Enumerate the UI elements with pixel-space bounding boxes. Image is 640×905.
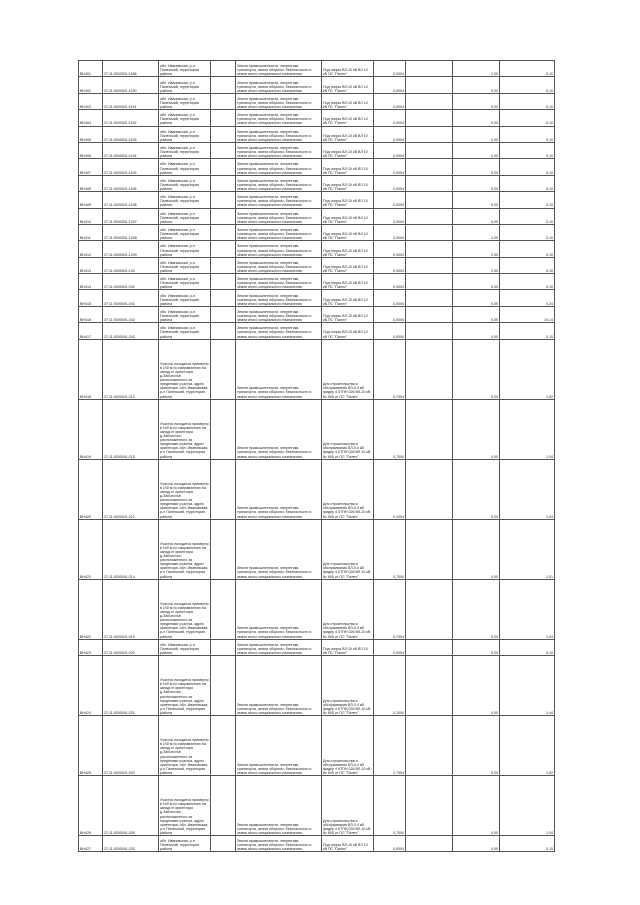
value-1: 0,00 <box>453 323 500 339</box>
cadastral-number: 37:11:0000001:241 <box>103 290 159 306</box>
spreadsheet-page <box>78 60 554 852</box>
table-row <box>79 459 555 519</box>
value-2: 0,10 <box>500 159 555 175</box>
area: 0,0004 <box>374 639 406 655</box>
value-1: 0,00 <box>453 290 500 306</box>
cadastral-number: 37:11:0000001:219 <box>103 579 159 639</box>
empty-cell <box>211 142 236 158</box>
value-2: 0,10 <box>500 110 555 126</box>
cadastral-number: 37:11:0000001:1190 <box>103 77 159 93</box>
table-row <box>79 274 555 290</box>
land-category: Земли промышленности, энергетики, транспорта, земли обороны, безопасности и земли иного специального назначения <box>236 290 322 306</box>
value-1: 0,00 <box>453 208 500 224</box>
table-row <box>79 208 555 224</box>
table-row <box>79 639 555 655</box>
purpose: Под опоры ВЛ-10 кВ ВЛ 10 кВ ПС "Палех" <box>322 274 374 290</box>
land-category: Земли промышленности, энергетики, транспорта, земли обороны, безопасности и земли иного специального назначения <box>236 257 322 273</box>
value-1: 0,00 <box>453 656 500 716</box>
empty-cell <box>211 257 236 273</box>
empty-cell <box>211 274 236 290</box>
area: 0,0004 <box>374 77 406 93</box>
empty-cell <box>211 77 236 93</box>
land-plots-table <box>78 60 555 852</box>
empty-cell <box>406 656 453 716</box>
table-row <box>79 159 555 175</box>
row-id: ВН425 <box>79 716 103 776</box>
cadastral-number: 37:11:0000001:1196 <box>103 175 159 191</box>
purpose: Для строительства и обслуживания ВЛ-0,4 кВ фидер 4 КТПН 026 ВЛ-10 кВ № 605 от ПС "Палех" <box>322 656 374 716</box>
value-2: 0,10 <box>500 639 555 655</box>
row-id: ВН422 <box>79 579 103 639</box>
land-category: Земли промышленности, энергетики, транспорта, земли обороны, безопасности и земли иного специального назначения <box>236 110 322 126</box>
value-2: 0,10 <box>500 175 555 191</box>
table-row <box>79 175 555 191</box>
location: обл. Ивановская, р-н Палехский, территория района <box>159 224 211 240</box>
location: обл. Ивановская, р-н Палехский, территория района <box>159 323 211 339</box>
location: обл. Ивановская, р-н Палехский, территория района <box>159 159 211 175</box>
purpose: Под опоры ВЛ-10 кВ ВЛ 10 кВ ПС "Палех" <box>322 208 374 224</box>
area: 0,0004 <box>374 290 406 306</box>
area: 0,0004 <box>374 126 406 142</box>
land-category: Земли промышленности, энергетики, транспорта, земли обороны, безопасности и земли иного специального назначения <box>236 192 322 208</box>
location: Участок находится примерно в 100 м по направлению на запад от ориентира д.Заболотье, расположенного за пределами участка, адрес ориентира: обл. Ивановская, р-н Палехский, территория района <box>159 399 211 459</box>
empty-cell <box>406 716 453 776</box>
land-category: Земли промышленности, энергетики, транспорта, земли обороны, безопасности и земли иного специального назначения <box>236 776 322 836</box>
land-category: Земли промышленности, энергетики, транспорта, земли обороны, безопасности и земли иного специального назначения <box>236 274 322 290</box>
row-id: ВН404 <box>79 110 103 126</box>
location: Участок находится примерно в 100 м по направлению на запад от ориентира д.Заболотье, расположенного за пределами участка, адрес ориентира: обл. Ивановская, р-н Палехский, территория района <box>159 579 211 639</box>
location: обл. Ивановская, р-н Палехский, территория района <box>159 93 211 109</box>
empty-cell <box>406 579 453 639</box>
cadastral-number: 37:11:0000001:1192 <box>103 110 159 126</box>
cadastral-number: 37:11:0000001:203 <box>103 716 159 776</box>
purpose: Под опоры ВЛ-10 кВ ВЛ 10 кВ ПС "Палех" <box>322 836 374 852</box>
empty-cell <box>211 519 236 579</box>
purpose: Под опоры ВЛ-10 кВ ВЛ 10 кВ ПС "Палех" <box>322 142 374 158</box>
value-2: 1,02 <box>500 716 555 776</box>
location: Участок находится примерно в 100 м по направлению на запад от ориентира д.Заболотье, расположенного за пределами участка, адрес ориентира: обл. Ивановская, р-н Палехский, территория района <box>159 519 211 579</box>
row-id: ВН407 <box>79 159 103 175</box>
empty-cell <box>406 639 453 655</box>
value-2: 1,04 <box>500 776 555 836</box>
purpose: Для строительства и обслуживания ВЛ-0,4 кВ фидер 4 КТПН 026 ВЛ-10 кВ № 605 от ПС "Палех" <box>322 399 374 459</box>
empty-cell <box>406 175 453 191</box>
purpose: Под опоры ВЛ-10 кВ ВЛ 10 кВ ПС "Палех" <box>322 290 374 306</box>
area: 0,7004 <box>374 579 406 639</box>
table-row <box>79 519 555 579</box>
area: 0,0004 <box>374 224 406 240</box>
location: обл. Ивановская, р-н Палехский, территория района <box>159 257 211 273</box>
empty-cell <box>406 323 453 339</box>
value-2: 0,24 <box>500 290 555 306</box>
area: 0,0004 <box>374 836 406 852</box>
purpose: Под опоры ВЛ-10 кВ ВЛ 10 кВ ПС "Палех" <box>322 126 374 142</box>
empty-cell <box>406 159 453 175</box>
value-1: 0,00 <box>453 836 500 852</box>
empty-cell <box>406 519 453 579</box>
value-1: 0,00 <box>453 459 500 519</box>
row-id: ВН402 <box>79 77 103 93</box>
location: обл. Ивановская, р-н Палехский, территория района <box>159 639 211 655</box>
value-2: 0,10 <box>500 257 555 273</box>
location: обл. Ивановская, р-н Палехский, территория района <box>159 61 211 77</box>
cadastral-number: 37:11:0000001:1195 <box>103 159 159 175</box>
value-1: 2,00 <box>453 241 500 257</box>
value-1: 2,00 <box>453 257 500 273</box>
value-2: 0,10 <box>500 208 555 224</box>
row-id: ВН424 <box>79 656 103 716</box>
location: обл. Ивановская, р-н Палехский, территория района <box>159 77 211 93</box>
empty-cell <box>211 175 236 191</box>
purpose: Под опоры ВЛ-10 кВ ВЛ 10 кВ ПС "Палех" <box>322 110 374 126</box>
location: обл. Ивановская, р-н Палехский, территория района <box>159 192 211 208</box>
value-1: 0,00 <box>453 306 500 322</box>
value-2: 1,02 <box>500 339 555 399</box>
row-id: ВН403 <box>79 93 103 109</box>
empty-cell <box>406 93 453 109</box>
area: 0,1004 <box>374 459 406 519</box>
purpose: Под опоры ВЛ-10 кВ ВЛ 10 кВ ПС "Палех" <box>322 306 374 322</box>
area: 0,0004 <box>374 93 406 109</box>
empty-cell <box>211 836 236 852</box>
empty-cell <box>406 241 453 257</box>
value-1: 2,00 <box>453 224 500 240</box>
cadastral-number: 37:11:0000001:214 <box>103 519 159 579</box>
value-1: 0,00 <box>453 274 500 290</box>
purpose: Под опоры ВЛ-10 кВ ВЛ 10 кВ ПС "Палех" <box>322 159 374 175</box>
cadastral-number: 37:11:0000001:212 <box>103 459 159 519</box>
cadastral-number: 37:11:0000001:209 <box>103 776 159 836</box>
empty-cell <box>406 257 453 273</box>
value-2: 1,04 <box>500 399 555 459</box>
value-2: 1,04 <box>500 459 555 519</box>
row-id: ВН411 <box>79 224 103 240</box>
empty-cell <box>211 110 236 126</box>
land-category: Земли промышленности, энергетики, транспорта, земли обороны, безопасности и земли иного специального назначения <box>236 142 322 158</box>
area: 0,0004 <box>374 175 406 191</box>
value-1: 0,00 <box>453 159 500 175</box>
empty-cell <box>406 142 453 158</box>
value-1: 0,00 <box>453 776 500 836</box>
land-category: Земли промышленности, энергетики, транспорта, земли обороны, безопасности и земли иного специального назначения <box>236 836 322 852</box>
empty-cell <box>211 290 236 306</box>
land-category: Земли промышленности, энергетики, транспорта, земли обороны, безопасности и земли иного специального назначения <box>236 306 322 322</box>
land-category: Земли промышленности, энергетики, транспорта, земли обороны, безопасности и земли иного специального назначения <box>236 656 322 716</box>
location: Участок находится примерно в 100 м по направлению на запад от ориентира д.Заболотье, расположенного за пределами участка, адрес ориентира: обл. Ивановская, р-н Палехский, территория района <box>159 716 211 776</box>
value-2: 0,10 <box>500 93 555 109</box>
purpose: Для строительства и обслуживания ВЛ-0,4 кВ фидер 4 КТПН 026 ВЛ-10 кВ № 605 от ПС "Палех" <box>322 459 374 519</box>
value-1: 2,00 <box>453 61 500 77</box>
cadastral-number: 37:11:0000001:1207 <box>103 208 159 224</box>
table-row <box>79 142 555 158</box>
cadastral-number: 37:11:0000001:1191 <box>103 93 159 109</box>
land-category: Земли промышленности, энергетики, транспорта, земли обороны, безопасности и земли иного специального назначения <box>236 61 322 77</box>
empty-cell <box>406 61 453 77</box>
area: 0,7004 <box>374 519 406 579</box>
cadastral-number: 37:11:0000001:221 <box>103 656 159 716</box>
land-category: Земли промышленности, энергетики, транспорта, земли обороны, безопасности и земли иного специального назначения <box>236 93 322 109</box>
row-id: ВН426 <box>79 776 103 836</box>
location: обл. Ивановская, р-н Палехский, территория района <box>159 208 211 224</box>
purpose: Под опоры ВЛ-10 кВ ВЛ 10 кВ ПС "Палех" <box>322 241 374 257</box>
land-category: Земли промышленности, энергетики, транспорта, земли обороны, безопасности и земли иного специального назначения <box>236 579 322 639</box>
empty-cell <box>211 339 236 399</box>
table-row <box>79 290 555 306</box>
cadastral-number: 37:11:0000001:215 <box>103 399 159 459</box>
area: 0,0004 <box>374 208 406 224</box>
table-row <box>79 257 555 273</box>
land-category: Земли промышленности, энергетики, транспорта, земли обороны, безопасности и земли иного специального назначения <box>236 323 322 339</box>
cadastral-number: 37:11:0000001:1194 <box>103 142 159 158</box>
table-row <box>79 77 555 93</box>
empty-cell <box>406 208 453 224</box>
row-id: ВН423 <box>79 639 103 655</box>
value-1: 0,00 <box>453 142 500 158</box>
row-id: ВН418 <box>79 339 103 399</box>
empty-cell <box>406 110 453 126</box>
value-1: 0,00 <box>453 110 500 126</box>
value-2: 0,10 <box>500 241 555 257</box>
value-2: 0,10 <box>500 224 555 240</box>
value-2: 0,10 <box>500 274 555 290</box>
location: обл. Ивановская, р-н Палехский, территория района <box>159 126 211 142</box>
cadastral-number: 37:11:0000001:130 <box>103 257 159 273</box>
location: обл. Ивановская, р-н Палехский, территория района <box>159 142 211 158</box>
value-2: 0,10 <box>500 192 555 208</box>
table-row <box>79 579 555 639</box>
empty-cell <box>211 126 236 142</box>
empty-cell <box>406 306 453 322</box>
empty-cell <box>406 77 453 93</box>
location: Участок находится примерно в 100 м по направлению на запад от ориентира д.Заболотье, расположенного за пределами участка, адрес ориентира: обл. Ивановская, р-н Палехский, территория района <box>159 776 211 836</box>
value-2: 0,10 <box>500 323 555 339</box>
empty-cell <box>211 159 236 175</box>
empty-cell <box>406 274 453 290</box>
empty-cell <box>211 61 236 77</box>
empty-cell <box>211 306 236 322</box>
cadastral-number: 37:11:0000001:242 <box>103 306 159 322</box>
location: обл. Ивановская, р-н Палехский, территория района <box>159 110 211 126</box>
empty-cell <box>211 656 236 716</box>
cadastral-number: 37:11:0000001:243 <box>103 323 159 339</box>
table-row <box>79 192 555 208</box>
area: 0,0004 <box>374 323 406 339</box>
purpose: Под опоры ВЛ-10 кВ ВЛ 10 кВ ПС "Палех" <box>322 224 374 240</box>
area: 0,0004 <box>374 274 406 290</box>
row-id: ВН410 <box>79 208 103 224</box>
row-id: ВН414 <box>79 274 103 290</box>
value-1: 0,00 <box>453 93 500 109</box>
value-1: 0,00 <box>453 519 500 579</box>
value-2: 0,10 <box>500 61 555 77</box>
purpose: Для строительства и обслуживания ВЛ-0,4 кВ фидер 4 КТПН 026 ВЛ-10 кВ № 605 от ПС "Палех" <box>322 339 374 399</box>
empty-cell <box>406 399 453 459</box>
land-category: Земли промышленности, энергетики, транспорта, земли обороны, безопасности и земли иного специального назначения <box>236 639 322 655</box>
land-category: Земли промышленности, энергетики, транспорта, земли обороны, безопасности и земли иного специального назначения <box>236 126 322 142</box>
empty-cell <box>211 716 236 776</box>
row-id: ВН415 <box>79 290 103 306</box>
empty-cell <box>406 339 453 399</box>
land-category: Земли промышленности, энергетики, транспорта, земли обороны, безопасности и земли иного специального назначения <box>236 77 322 93</box>
area: 2,7004 <box>374 716 406 776</box>
empty-cell <box>211 776 236 836</box>
value-1: 0,00 <box>453 175 500 191</box>
purpose: Под опоры ВЛ-10 кВ ВЛ 10 кВ ПС "Палех" <box>322 257 374 273</box>
land-category: Земли промышленности, энергетики, транспорта, земли обороны, безопасности и земли иного специального назначения <box>236 224 322 240</box>
empty-cell <box>211 224 236 240</box>
value-1: 0,00 <box>453 579 500 639</box>
table-row <box>79 323 555 339</box>
table-row <box>79 306 555 322</box>
empty-cell <box>406 192 453 208</box>
area: 0,7004 <box>374 339 406 399</box>
row-id: ВН419 <box>79 399 103 459</box>
purpose: Под опоры ВЛ-10 кВ ВЛ 10 кВ ПС "Палех" <box>322 639 374 655</box>
value-1: 0,00 <box>453 639 500 655</box>
empty-cell <box>211 192 236 208</box>
purpose: Для строительства и обслуживания ВЛ-0,4 кВ фидер 4 КТПН 026 ВЛ-10 кВ № 605 от ПС "Палех" <box>322 519 374 579</box>
table-row <box>79 716 555 776</box>
empty-cell <box>406 776 453 836</box>
table-row <box>79 224 555 240</box>
land-category: Земли промышленности, энергетики, транспорта, земли обороны, безопасности и земли иного специального назначения <box>236 175 322 191</box>
value-2: 1,01 <box>500 519 555 579</box>
cadastral-number: 37:11:0000001:1193 <box>103 126 159 142</box>
area: 0,0004 <box>374 241 406 257</box>
table-row <box>79 836 555 852</box>
empty-cell <box>211 93 236 109</box>
value-1: 0,00 <box>453 399 500 459</box>
row-id: ВН401 <box>79 61 103 77</box>
cadastral-number: 37:11:0000001:1209 <box>103 241 159 257</box>
value-2: 0,10 <box>500 142 555 158</box>
location: обл. Ивановская, р-н Палехский, территория района <box>159 241 211 257</box>
area: 0,7004 <box>374 399 406 459</box>
land-category: Земли промышленности, энергетики, транспорта, земли обороны, безопасности и земли иного специального назначения <box>236 519 322 579</box>
row-id: ВН413 <box>79 257 103 273</box>
value-1: 0,00 <box>453 192 500 208</box>
table-row <box>79 61 555 77</box>
row-id: ВН421 <box>79 519 103 579</box>
cadastral-number: 37:11:0000001:220 <box>103 639 159 655</box>
cadastral-number: 37:11:0000001:240 <box>103 274 159 290</box>
table-row <box>79 399 555 459</box>
row-id: ВН417 <box>79 323 103 339</box>
value-2: 1,04 <box>500 579 555 639</box>
purpose: Для строительства и обслуживания ВЛ-0,4 кВ фидер 4 КТПН 026 ВЛ-10 кВ № 605 от ПС "Палех" <box>322 716 374 776</box>
area: 0,0004 <box>374 159 406 175</box>
purpose: Под опоры ВЛ-10 кВ ВЛ 10 кВ ПС "Палех" <box>322 93 374 109</box>
cadastral-number: 37:11:0000001:213 <box>103 339 159 399</box>
empty-cell <box>211 399 236 459</box>
area: 0,0004 <box>374 110 406 126</box>
empty-cell <box>406 126 453 142</box>
row-id: ВН427 <box>79 836 103 852</box>
empty-cell <box>211 459 236 519</box>
cadastral-number: 37:11:0000001:1198 <box>103 192 159 208</box>
purpose: Для строительства и обслуживания ВЛ-0,4 кВ фидер 4 КТПН 026 ВЛ-10 кВ № 605 от ПС "Палех" <box>322 579 374 639</box>
empty-cell <box>211 241 236 257</box>
table-row <box>79 656 555 716</box>
purpose: Под опоры ВЛ-10 кВ ВЛ 10 кВ ПС "Палех" <box>322 77 374 93</box>
area: 0,7004 <box>374 776 406 836</box>
row-id: ВН409 <box>79 192 103 208</box>
row-id: ВН416 <box>79 306 103 322</box>
purpose: Под опоры ВЛ-10 кВ ВЛ 10 кВ ПС "Палех" <box>322 61 374 77</box>
value-1: 0,00 <box>453 77 500 93</box>
row-id: ВН420 <box>79 459 103 519</box>
land-category: Земли промышленности, энергетики, транспорта, земли обороны, безопасности и земли иного специального назначения <box>236 716 322 776</box>
area: 0,0004 <box>374 257 406 273</box>
table-row <box>79 93 555 109</box>
value-1: 0,00 <box>453 716 500 776</box>
value-2: 0,10 <box>500 77 555 93</box>
empty-cell <box>406 459 453 519</box>
purpose: Под опоры ВЛ-10 кВ ВЛ 10 кВ ПС "Палех" <box>322 323 374 339</box>
land-category: Земли промышленности, энергетики, транспорта, земли обороны, безопасности и земли иного специального назначения <box>236 399 322 459</box>
location: Участок находится примерно в 100 м по направлению на запад от ориентира д.Заболотье, расположенного за пределами участка, адрес ориентира: обл. Ивановская, р-н Палехский, территория района <box>159 656 211 716</box>
purpose: Под опоры ВЛ-10 кВ ВЛ 10 кВ ПС "Палех" <box>322 175 374 191</box>
value-1: 0,00 <box>453 126 500 142</box>
cadastral-number: 37:11:0000001:230 <box>103 836 159 852</box>
empty-cell <box>211 579 236 639</box>
empty-cell <box>406 836 453 852</box>
row-id: ВН405 <box>79 126 103 142</box>
area: 0,0004 <box>374 306 406 322</box>
location: Участок находится примерно в 100 м по направлению на запад от ориентира д.Заболотье, расположенного за пределами участка, адрес ориентира: обл. Ивановская, р-н Палехский, территория района <box>159 339 211 399</box>
value-2: 0,10 <box>500 836 555 852</box>
land-category: Земли промышленности, энергетики, транспорта, земли обороны, безопасности и земли иного специального назначения <box>236 241 322 257</box>
land-category: Земли промышленности, энергетики, транспорта, земли обороны, безопасности и земли иного специального назначения <box>236 208 322 224</box>
cadastral-number: 27:11:0000001:1188 <box>103 61 159 77</box>
location: обл. Ивановская, р-н Палехский, территория района <box>159 274 211 290</box>
row-id: ВН408 <box>79 175 103 191</box>
row-id: ВН406 <box>79 142 103 158</box>
empty-cell <box>406 290 453 306</box>
value-1: 0,00 <box>453 339 500 399</box>
area: 0,0004 <box>374 142 406 158</box>
land-category: Земли промышленности, энергетики, транспорта, земли обороны, безопасности и земли иного специального назначения <box>236 459 322 519</box>
value-2: 10,14 <box>500 306 555 322</box>
location: Участок находится примерно в 100 м по направлению на запад от ориентира д.Заболотье, расположенного за пределами участка, адрес ориентира: обл. Ивановская, р-н Палехский, территория района <box>159 459 211 519</box>
location: обл. Ивановская, р-н Палехский, территория района <box>159 290 211 306</box>
value-2: 1,44 <box>500 656 555 716</box>
value-2: 0,10 <box>500 126 555 142</box>
area: 0,0004 <box>374 61 406 77</box>
empty-cell <box>211 639 236 655</box>
purpose: Для строительства и обслуживания ВЛ-0,4 кВ фидер 4 КТПН 026 ВЛ-10 кВ № 605 от ПС "Палех" <box>322 776 374 836</box>
land-category: Земли промышленности, энергетики, транспорта, земли обороны, безопасности и земли иного специального назначения <box>236 339 322 399</box>
empty-cell <box>406 224 453 240</box>
cadastral-number: 37:11:0000001:1208 <box>103 224 159 240</box>
land-category: Земли промышленности, энергетики, транспорта, земли обороны, безопасности и земли иного специального назначения <box>236 159 322 175</box>
row-id: ВН412 <box>79 241 103 257</box>
location: обл. Ивановская, р-н Палехский, территория района <box>159 175 211 191</box>
purpose: Под опоры ВЛ-10 кВ ВЛ 10 кВ ПС "Палех" <box>322 192 374 208</box>
table-row <box>79 241 555 257</box>
area: 0,1004 <box>374 656 406 716</box>
table-row <box>79 126 555 142</box>
table-row <box>79 776 555 836</box>
empty-cell <box>211 323 236 339</box>
location: обл. Ивановская, р-н Палехский, территория района <box>159 836 211 852</box>
area: 0,0004 <box>374 192 406 208</box>
table-row <box>79 339 555 399</box>
empty-cell <box>211 208 236 224</box>
location: обл. Ивановская, р-н Палехский, территория района <box>159 306 211 322</box>
table-row <box>79 110 555 126</box>
